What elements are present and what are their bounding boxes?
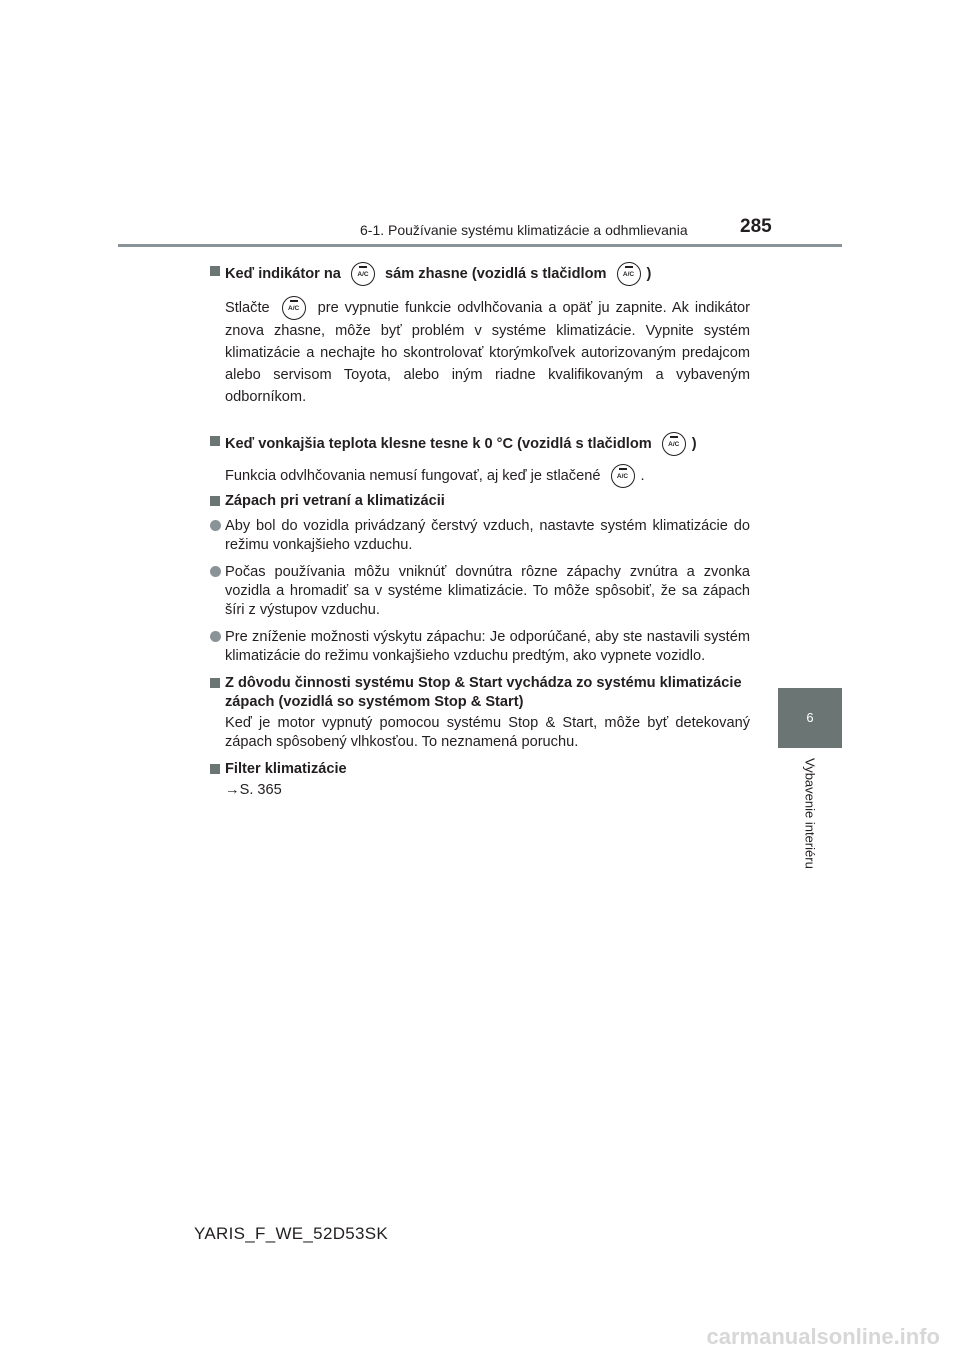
main-content (210, 262, 750, 800)
section-body (210, 464, 750, 488)
bullet-text: Pre zníženie možnosti výskytu zápachu: Je odporúčané, aby ste nastavili systém klimatizácie do režimu vonkajšieho vzduchu predtým, ako vypnete vozidlo. (225, 629, 750, 664)
header-title: 6-1. Používanie systému klimatizácie a odhmlievania (360, 222, 688, 238)
body-text: pre vypnutie funkcie odvlhčovania a opäť ju zapnite. Ak indikátor znova zhasne, môže byť problém v systéme klimatizácie. Vypnite systém klimatizácie a nechajte ho skontrolovať ktorýmkoľvek autorizovaným predajcom alebo servisom Toyota, alebo iným riadne kvalifikovaným a vybaveným odborníkom. (225, 299, 751, 405)
square-bullet-icon (210, 678, 220, 688)
ac-button-icon: A/C (611, 464, 635, 488)
chapter-tab: 6 (778, 688, 842, 748)
document-code: YARIS_F_WE_52D53SK (194, 1224, 389, 1243)
watermark: carmanualsonline.info (706, 1324, 940, 1349)
square-bullet-icon (210, 266, 220, 276)
square-bullet-icon (210, 436, 220, 446)
section-body (210, 296, 750, 408)
circle-bullet-icon (210, 520, 221, 531)
ac-button-icon: A/C (351, 262, 375, 286)
circle-bullet-icon (210, 566, 221, 577)
list-item (210, 563, 750, 620)
heading-text: Keď vonkajšia teplota klesne tesne k 0 °C (vozidlá s tlačidlom (225, 435, 652, 452)
section-body (210, 714, 750, 752)
bullet-text: Počas používania môžu vniknúť dovnútra rôzne zápachy zvnútra a zvonka vozidla a hromadiť sa v systéme klimatizácie. To môže spôsobiť, že sa zápach šíri z výstupov vzduchu. (225, 564, 750, 618)
heading-text: ) (691, 435, 697, 452)
ac-button-icon: A/C (282, 296, 306, 320)
section-heading (210, 492, 750, 511)
section-heading (210, 760, 750, 779)
square-bullet-icon (210, 764, 220, 774)
body-text: Stlačte (225, 299, 270, 316)
section-heading (210, 674, 750, 712)
section-heading (210, 262, 750, 286)
list-item (210, 517, 750, 555)
bullet-text: Aby bol do vozidla privádzaný čerstvý vzduch, nastavte systém klimatizácie do režimu vonkajšieho vzduchu. (225, 518, 750, 553)
body-text: . (640, 467, 645, 484)
ac-button-icon: A/C (617, 262, 641, 286)
body-text: Keď je motor vypnutý pomocou systému Stop & Start, môže byť detekovaný zápach spôsobený vlhkosťou. To neznamená poruchu. (225, 715, 750, 750)
square-bullet-icon (210, 496, 220, 506)
heading-text: sám zhasne (vozidlá s tlačidlom (385, 265, 607, 282)
chapter-label-text: Vybavenie interiéru (802, 758, 818, 869)
circle-bullet-icon (210, 631, 221, 642)
heading-text: Keď indikátor na (225, 265, 341, 282)
header-rule (118, 244, 842, 247)
heading-text: ) (646, 265, 652, 282)
body-text[interactable]: →S. 365 (225, 782, 282, 798)
list-item (210, 628, 750, 666)
heading-text: Zápach pri vetraní a klimatizácii (225, 493, 445, 509)
ac-button-icon: A/C (662, 432, 686, 456)
section-heading (210, 432, 750, 456)
chapter-label (800, 758, 820, 888)
body-text: Funkcia odvlhčovania nemusí fungovať, aj keď je stlačené (225, 467, 601, 484)
heading-text: Z dôvodu činnosti systému Stop & Start vychádza zo systému klimatizácie zápach (vozidlá so systémom Stop & Start) (225, 675, 742, 710)
page-reference-link[interactable] (210, 781, 750, 800)
heading-text: Filter klimatizácie (225, 761, 347, 777)
page-number: 285 (740, 216, 772, 237)
